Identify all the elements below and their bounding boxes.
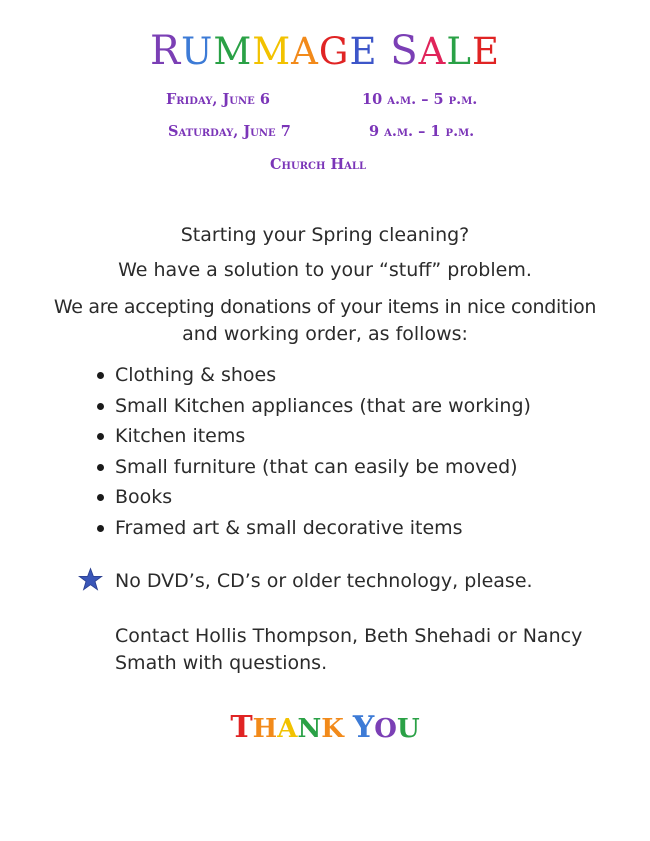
donation-item xyxy=(96,513,531,544)
title-letter: E xyxy=(471,30,500,73)
intro-line-4: and working order, as follows: xyxy=(182,323,468,345)
schedule-location: Church Hall xyxy=(270,156,366,173)
bullet-icon xyxy=(97,433,104,440)
intro-line-2: We have a solution to your “stuff” problem. xyxy=(118,259,532,281)
title-letter: R xyxy=(150,28,182,74)
flyer-title xyxy=(0,28,650,74)
thanks-letter: T xyxy=(230,710,253,745)
schedule-day-1: Friday, June 6 xyxy=(166,91,270,108)
thanks-letter: U xyxy=(396,714,420,744)
title-letter xyxy=(377,30,390,73)
thanks-letter: H xyxy=(252,714,278,744)
donation-item xyxy=(96,391,531,422)
donation-item-list xyxy=(96,360,531,543)
star-icon xyxy=(78,567,103,592)
donation-item xyxy=(96,482,531,513)
title-letter: A xyxy=(418,30,447,73)
thanks-letter xyxy=(344,714,353,744)
thanks-letter: O xyxy=(374,714,397,744)
contact-line-2: Smath with questions. xyxy=(115,652,328,674)
thanks-letter: A xyxy=(277,714,298,744)
thanks-letter: K xyxy=(321,714,344,744)
donation-item-label: Books xyxy=(115,486,173,508)
contact-line-1: Contact Hollis Thompson, Beth Shehadi or Nancy xyxy=(115,625,583,647)
thanks-letter: Y xyxy=(352,710,375,745)
title-letter: G xyxy=(318,30,350,73)
schedule-time-2: 9 a.m. – 1 p.m. xyxy=(369,123,475,140)
thank-you-heading xyxy=(0,710,650,745)
donation-item-label: Small Kitchen appliances (that are working) xyxy=(115,394,531,417)
schedule-time-1: 10 a.m. – 5 p.m. xyxy=(362,91,478,108)
title-letter: S xyxy=(390,28,419,74)
title-letter: E xyxy=(349,30,378,73)
bullet-icon xyxy=(97,525,104,532)
donation-item-label: Kitchen items xyxy=(115,425,246,447)
bullet-icon xyxy=(97,464,104,471)
title-letter: A xyxy=(291,30,319,73)
donation-item-label: Clothing & shoes xyxy=(115,364,277,386)
title-letter: U xyxy=(181,30,214,73)
intro-line-3: We are accepting donations of your items in nice condition xyxy=(53,296,597,318)
donation-item-label: Framed art & small decorative items xyxy=(115,516,463,539)
donation-item-label: Small furniture (that can easily be moved) xyxy=(115,455,518,478)
title-letter: L xyxy=(446,30,472,73)
schedule-day-2: Saturday, June 7 xyxy=(168,123,291,140)
bullet-icon xyxy=(97,372,104,379)
donation-item xyxy=(96,421,531,452)
note-text: No DVD’s, CD’s or older technology, please. xyxy=(115,570,533,592)
title-letter: M xyxy=(252,30,292,73)
donation-item xyxy=(96,452,531,483)
intro-line-1: Starting your Spring cleaning? xyxy=(180,224,470,246)
thanks-letter: N xyxy=(297,714,322,744)
bullet-icon xyxy=(97,494,104,501)
donation-item xyxy=(96,360,531,391)
title-letter: M xyxy=(213,30,253,73)
bullet-icon xyxy=(97,403,104,410)
